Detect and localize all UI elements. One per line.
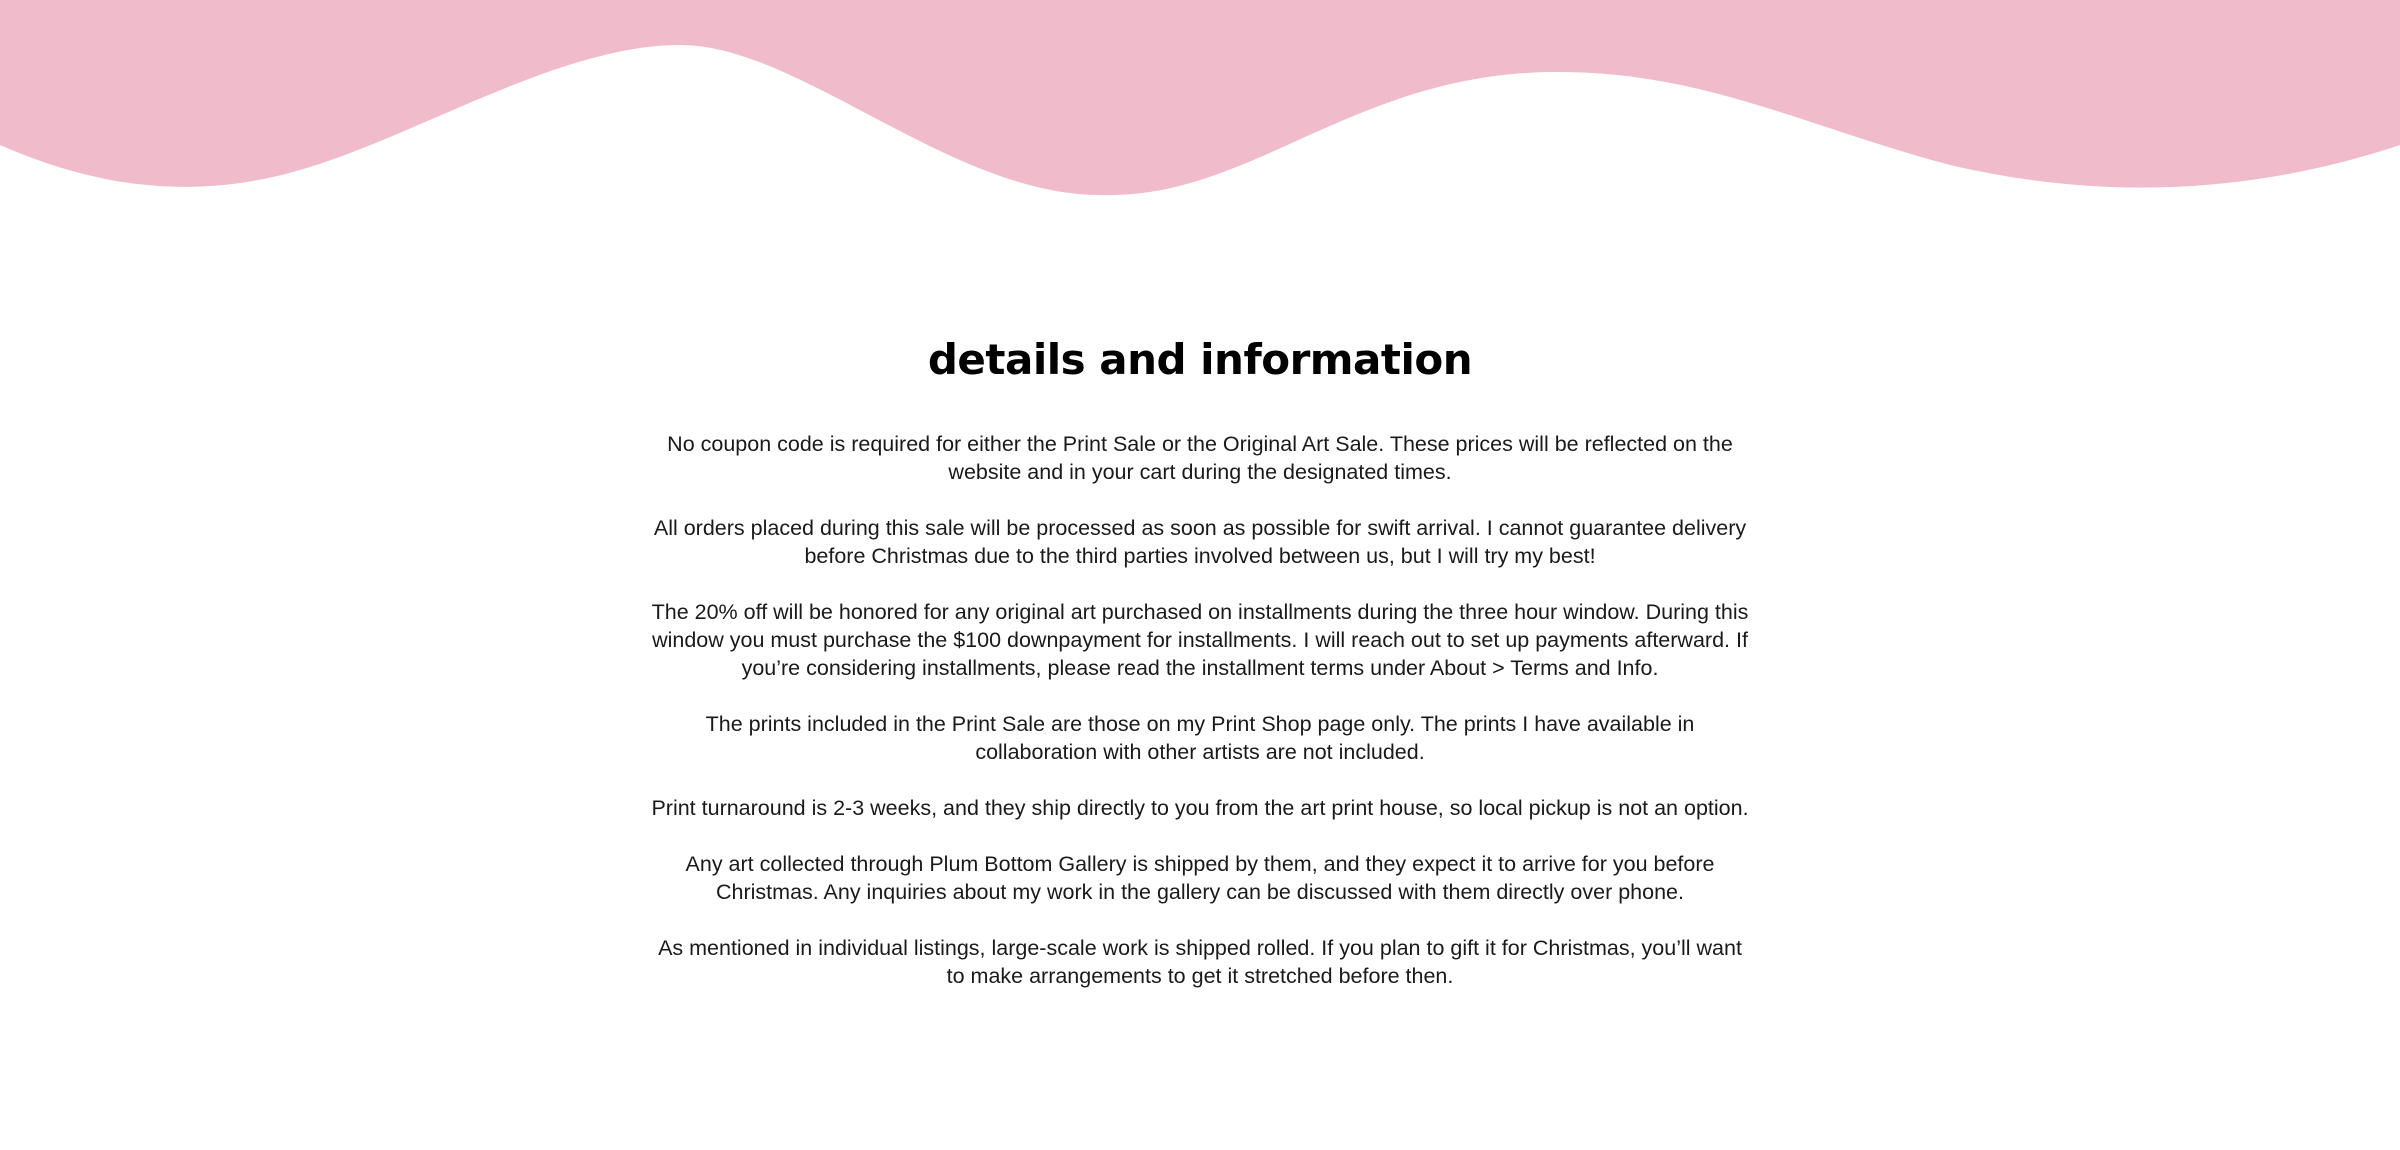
wave-shape	[0, 0, 2400, 195]
info-paragraph-coupon: No coupon code is required for either the Print Sale or the Original Art Sale. These prices will be reflected on the website and in your cart during the designated times.	[667, 432, 1733, 484]
info-paragraph-large-scale-work: As mentioned in individual listings, large-scale work is shipped rolled. If you plan to gift it for Christmas, you’ll want to make arrangements to get it stretched before then.	[658, 936, 1742, 988]
info-paragraph-gallery-shipping: Any art collected through Plum Bottom Gallery is shipped by them, and they expect it to arrive for you before Christmas. Any inquiries about my work in the gallery can be discussed with them directly over phone.	[685, 852, 1715, 904]
details-section	[0, 330, 2400, 1018]
info-paragraph-processing: All orders placed during this sale will be processed as soon as possible for swift arrival. I cannot guarantee delivery before Christmas due to the third parties involved between us, but I will try my best!	[653, 516, 1747, 568]
info-paragraph-list	[650, 430, 1750, 990]
info-paragraph-print-turnaround: Print turnaround is 2-3 weeks, and they ship directly to you from the art print house, so local pickup is not an option.	[651, 796, 1749, 820]
page-title: details and information	[927, 335, 1473, 384]
info-paragraph-print-sale-scope: The prints included in the Print Sale are those on my Print Shop page only. The prints I have available in collaboration with other artists are not included.	[705, 712, 1695, 764]
decorative-wave-banner	[0, 0, 2400, 200]
info-paragraph-installments: The 20% off will be honored for any original art purchased on installments during the three hour window. During this window you must purchase the $100 downpayment for installments. I will reach out to set up payments afterward. If you’re considering installments, please read the installment terms under About > Terms and Info.	[651, 600, 1749, 680]
